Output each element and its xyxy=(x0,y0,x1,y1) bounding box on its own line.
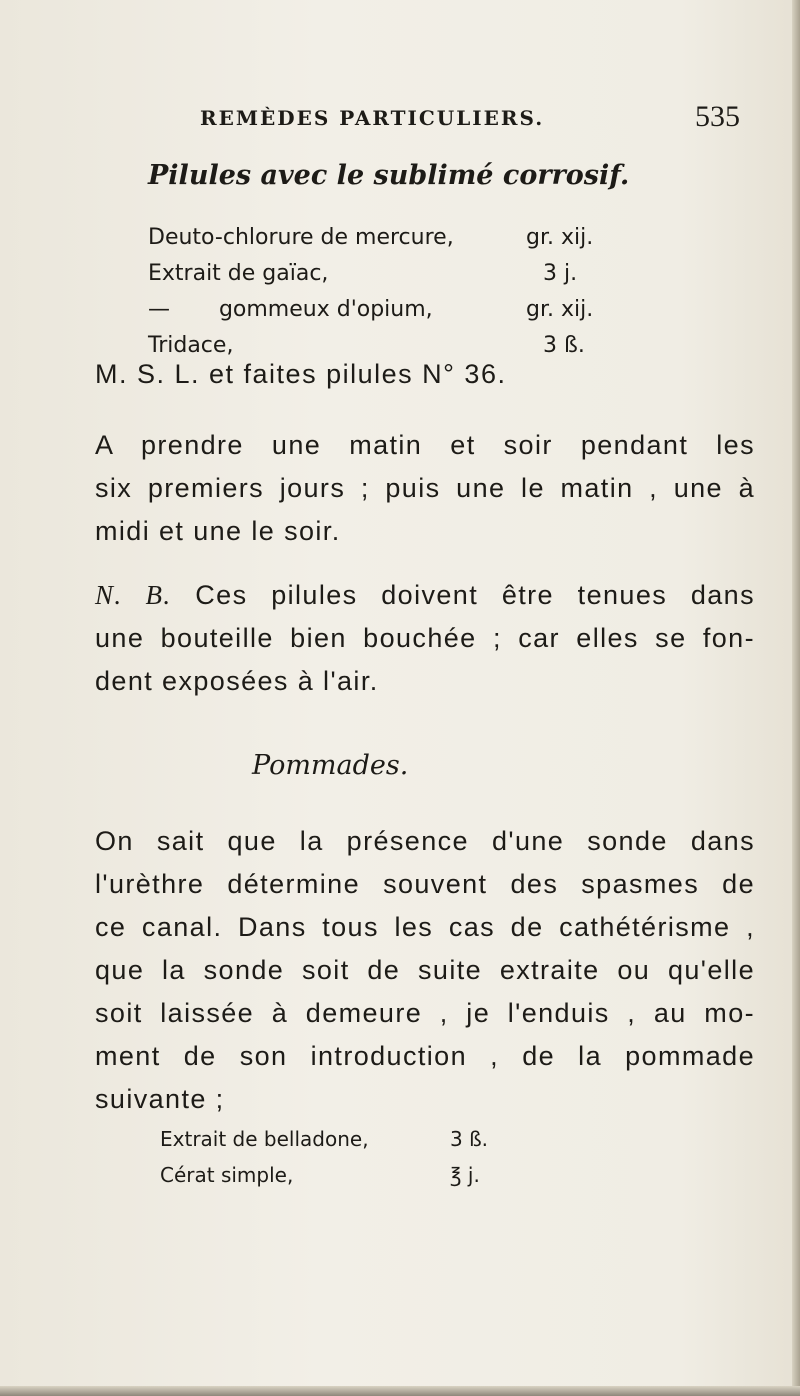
ingredient-name: Tridace, xyxy=(148,333,234,358)
text-line: On sait que la présence d'une sonde dans xyxy=(95,826,755,856)
text-line: l'urèthre détermine souvent des spasmes de xyxy=(95,869,755,899)
text-line: A prendre une matin et soir pendant les xyxy=(95,430,755,460)
nota-bene-paragraph xyxy=(95,574,755,703)
text-line: midi et une le soir. xyxy=(95,516,341,546)
ingredient-name: Extrait de belladone, xyxy=(160,1127,369,1151)
text-line: dent exposées à l'air. xyxy=(95,666,379,696)
ingredient-name: Deuto-chlorure de mercure, xyxy=(148,225,454,250)
directions-paragraph xyxy=(95,424,755,553)
running-title: REMÈDES PARTICULIERS. xyxy=(200,106,545,130)
ointments-paragraph xyxy=(95,820,755,1121)
text-line: ment de son introduction , de la pommade xyxy=(95,1041,755,1071)
text-line: soit laissée à demeure , je l'enduis , au mo- xyxy=(95,998,755,1028)
text-line: suivante ; xyxy=(95,1084,225,1114)
text-line: ce canal. Dans tous les cas de cathétérisme , xyxy=(95,912,755,942)
ointment-recipe xyxy=(160,1127,580,1199)
text-line: six premiers jours ; puis une le matin , une à xyxy=(95,473,755,503)
ointments-section-title: Pommades. xyxy=(252,750,409,781)
nota-bene-text: Ces pilules doivent être tenues dans xyxy=(195,580,755,610)
recipe-row xyxy=(160,1127,580,1163)
ingredient-name: — gommeux d'opium, xyxy=(148,297,433,322)
ingredient-quantity: 3 ß. xyxy=(543,333,585,358)
recipe-row xyxy=(148,261,618,297)
text-line: une bouteille bien bouchée ; car elles se fon- xyxy=(95,623,755,653)
ingredient-name: Extrait de gaïac, xyxy=(148,261,329,286)
ingredient-name: Cérat simple, xyxy=(160,1163,294,1187)
nota-bene-label: N. B. xyxy=(95,580,172,610)
ingredient-quantity: ℥ j. xyxy=(450,1163,480,1187)
recipe-row xyxy=(148,297,618,333)
ingredient-quantity: gr. xij. xyxy=(526,225,594,250)
ingredient-quantity: gr. xij. xyxy=(526,297,594,322)
pills-recipe xyxy=(148,225,618,369)
text-line: que la sonde soit de suite extraite ou qu'elle xyxy=(95,955,755,985)
page-edge-bottom xyxy=(0,1386,800,1396)
formula-line: M. S. L. et faites pilules N° 36. xyxy=(95,359,507,389)
ingredient-quantity: 3 j. xyxy=(543,261,578,286)
recipe-row xyxy=(160,1163,580,1199)
page-header xyxy=(200,100,740,140)
page-edge-right xyxy=(792,0,800,1396)
text-line xyxy=(95,574,755,617)
ingredient-quantity: 3 ß. xyxy=(450,1127,489,1151)
pills-section-title: Pilules avec le sublimé corrosif. xyxy=(148,160,630,191)
page-number: 535 xyxy=(695,100,740,133)
recipe-row xyxy=(148,225,618,261)
